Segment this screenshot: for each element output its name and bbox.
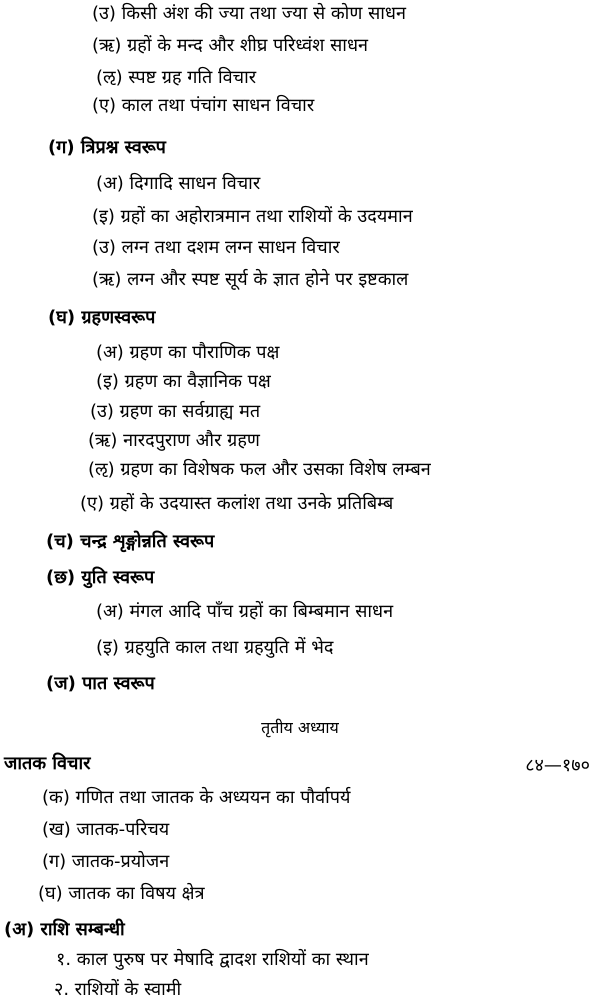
toc-section-heading: (ज) पात स्वरूप [46,673,155,694]
toc-subitem: (इ) ग्रहयुति काल तथा ग्रहयुति में भेद [96,637,334,658]
toc-subitem: (अ) ग्रहण का पौराणिक पक्ष [96,342,280,363]
toc-subitem: (अ) मंगल आदि पाँच ग्रहों का बिम्बमान साधन [96,601,394,622]
toc-subitem: (उ) लग्न तथा दशम लग्न साधन विचार [92,237,340,258]
chapter-title: तृतीय अध्याय [261,718,339,737]
toc-section-heading: (अ) राशि सम्बन्धी [4,919,125,940]
toc-section-heading: (ग) त्रिप्रश्न स्वरूप [48,137,166,158]
toc-section-heading: (घ) ग्रहणस्वरूप [48,307,156,328]
toc-subitem: १. काल पुरुष पर मेषादि द्वादश राशियों का स्थान [56,949,369,970]
toc-item: (क) गणित तथा जातक के अध्ययन का पौर्वापर्य [42,787,351,808]
toc-item: (ग) जातक-प्रयोजन [42,851,170,872]
toc-subitem: २. राशियों के स्वामी [54,979,182,1000]
toc-section-heading: (च) चन्द्र शृङ्गोन्नति स्वरूप [46,531,215,552]
toc-item: (ख) जातक-परिचय [42,819,170,840]
toc-subitem: (ए) ग्रहों के उदयास्त कलांश तथा उनके प्रतिबिम्ब [80,493,394,514]
toc-subitem: (ऌ) स्पष्ट ग्रह गति विचार [96,67,257,88]
toc-subitem: (इ) ग्रहण का वैज्ञानिक पक्ष [96,371,271,392]
toc-subitem: (अ) दिगादि साधन विचार [96,173,261,194]
toc-item: (घ) जातक का विषय क्षेत्र [38,883,205,904]
toc-subitem: (ऋ) ग्रहों के मन्द और शीघ्र परिध्वंश साधन [92,35,368,56]
toc-section-heading: (छ) युति स्वरूप [46,567,155,588]
chapter-topic: जातक विचार [4,753,91,774]
toc-subitem: (इ) ग्रहों का अहोरात्रमान तथा राशियों के उदयमान [92,206,413,227]
page-range: ८४—१७० [525,755,590,776]
toc-subitem: (ऋ) नारदपुराण और ग्रहण [88,430,260,451]
toc-subitem: (उ) ग्रहण का सर्वग्राह्य मत [90,401,261,422]
toc-subitem: (ऋ) लग्न और स्पष्ट सूर्य के ज्ञात होने पर इष्टकाल [92,269,409,290]
toc-subitem: (ए) काल तथा पंचांग साधन विचार [92,95,315,116]
toc-subitem: (ऌ) ग्रहण का विशेषक फल और उसका विशेष लम्बन [88,459,431,480]
toc-subitem: (उ) किसी अंश की ज्या तथा ज्या से कोण साधन [92,3,406,24]
